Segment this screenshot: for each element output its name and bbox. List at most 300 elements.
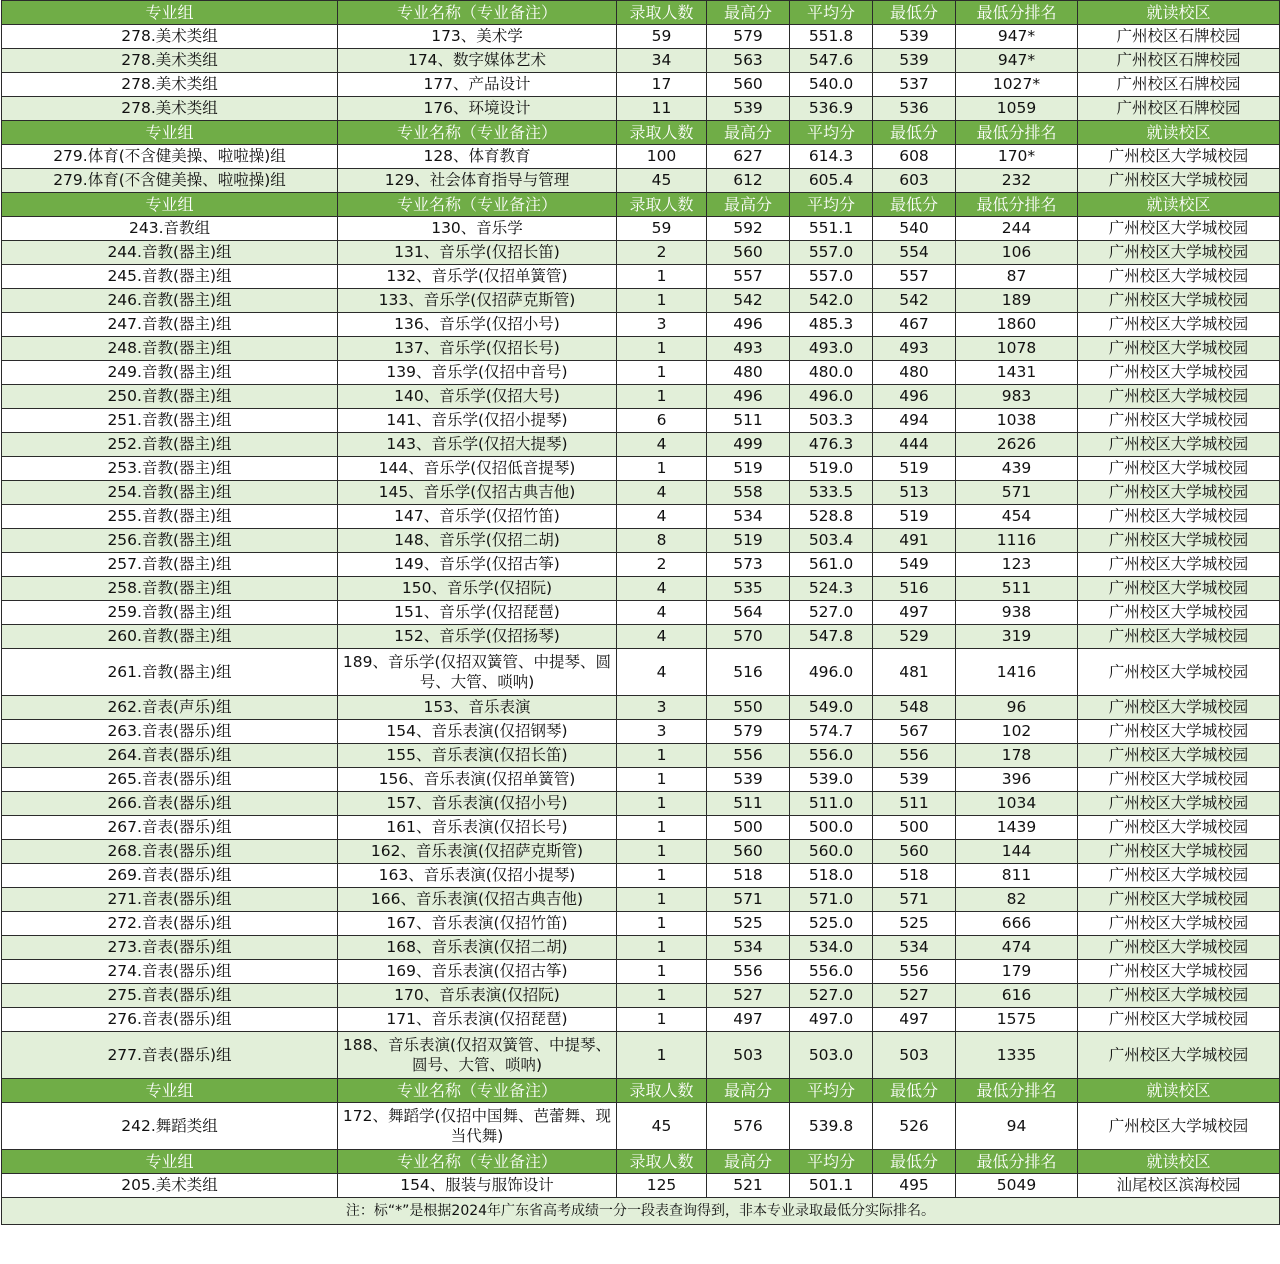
avg-score-cell: 485.3 (790, 313, 873, 337)
avg-score-cell: 540.0 (790, 73, 873, 97)
header-cell: 就读校区 (1078, 1, 1280, 25)
table-row (2, 792, 1280, 816)
min-score-cell: 444 (873, 433, 956, 457)
min-score-cell: 500 (873, 816, 956, 840)
avg-score-cell: 536.9 (790, 97, 873, 121)
group-cell: 260.音教(器主)组 (2, 625, 338, 649)
avg-score-cell: 561.0 (790, 553, 873, 577)
admitted-count-cell: 1 (617, 337, 707, 361)
avg-score-cell: 560.0 (790, 840, 873, 864)
admitted-count-cell: 1 (617, 265, 707, 289)
min-score-cell: 560 (873, 840, 956, 864)
min-score-cell: 534 (873, 936, 956, 960)
major-cell: 169、音乐表演(仅招古筝) (338, 960, 617, 984)
major-cell: 167、音乐表演(仅招竹笛) (338, 912, 617, 936)
campus-cell: 广州校区石牌校园 (1078, 97, 1280, 121)
header-cell: 最低分排名 (956, 121, 1078, 145)
min-score-cell: 494 (873, 409, 956, 433)
major-cell: 162、音乐表演(仅招萨克斯管) (338, 840, 617, 864)
min-rank-cell: 319 (956, 625, 1078, 649)
max-score-cell: 570 (707, 625, 790, 649)
max-score-cell: 592 (707, 217, 790, 241)
avg-score-cell: 518.0 (790, 864, 873, 888)
avg-score-cell: 574.7 (790, 720, 873, 744)
admitted-count-cell: 1 (617, 816, 707, 840)
max-score-cell: 511 (707, 792, 790, 816)
min-score-cell: 527 (873, 984, 956, 1008)
max-score-cell: 525 (707, 912, 790, 936)
min-score-cell: 493 (873, 337, 956, 361)
admitted-count-cell: 2 (617, 241, 707, 265)
admitted-count-cell: 4 (617, 481, 707, 505)
min-rank-cell: 94 (956, 1103, 1078, 1150)
max-score-cell: 576 (707, 1103, 790, 1150)
min-score-cell: 537 (873, 73, 956, 97)
max-score-cell: 542 (707, 289, 790, 313)
campus-cell: 广州校区大学城校园 (1078, 409, 1280, 433)
max-score-cell: 627 (707, 145, 790, 169)
min-score-cell: 525 (873, 912, 956, 936)
table-row (2, 960, 1280, 984)
min-score-cell: 519 (873, 457, 956, 481)
campus-cell: 广州校区大学城校园 (1078, 289, 1280, 313)
table-row (2, 601, 1280, 625)
group-cell: 264.音表(器乐)组 (2, 744, 338, 768)
min-score-cell: 539 (873, 49, 956, 73)
avg-score-cell: 551.1 (790, 217, 873, 241)
campus-cell: 广州校区大学城校园 (1078, 864, 1280, 888)
table-row (2, 217, 1280, 241)
group-cell: 254.音教(器主)组 (2, 481, 338, 505)
min-rank-cell: 474 (956, 936, 1078, 960)
campus-cell: 广州校区大学城校园 (1078, 696, 1280, 720)
min-rank-cell: 123 (956, 553, 1078, 577)
major-cell: 170、音乐表演(仅招阮) (338, 984, 617, 1008)
major-cell: 147、音乐学(仅招竹笛) (338, 505, 617, 529)
max-score-cell: 497 (707, 1008, 790, 1032)
admitted-count-cell: 1 (617, 744, 707, 768)
admitted-count-cell: 4 (617, 505, 707, 529)
min-rank-cell: 1059 (956, 97, 1078, 121)
campus-cell: 广州校区大学城校园 (1078, 888, 1280, 912)
max-score-cell: 480 (707, 361, 790, 385)
avg-score-cell: 503.3 (790, 409, 873, 433)
campus-cell: 广州校区大学城校园 (1078, 241, 1280, 265)
campus-cell: 广州校区石牌校园 (1078, 73, 1280, 97)
major-cell: 153、音乐表演 (338, 696, 617, 720)
header-cell: 最低分 (873, 1150, 956, 1174)
max-score-cell: 496 (707, 313, 790, 337)
header-cell: 录取人数 (617, 1150, 707, 1174)
major-cell: 131、音乐学(仅招长笛) (338, 241, 617, 265)
major-cell: 176、环境设计 (338, 97, 617, 121)
table-row (2, 145, 1280, 169)
group-cell: 271.音表(器乐)组 (2, 888, 338, 912)
header-cell: 录取人数 (617, 193, 707, 217)
table-row (2, 888, 1280, 912)
max-score-cell: 534 (707, 936, 790, 960)
group-cell: 259.音教(器主)组 (2, 601, 338, 625)
campus-cell: 广州校区大学城校园 (1078, 601, 1280, 625)
max-score-cell: 534 (707, 505, 790, 529)
campus-cell: 广州校区大学城校园 (1078, 936, 1280, 960)
group-cell: 278.美术类组 (2, 73, 338, 97)
group-cell: 279.体育(不含健美操、啦啦操)组 (2, 145, 338, 169)
min-rank-cell: 1431 (956, 361, 1078, 385)
group-cell: 255.音教(器主)组 (2, 505, 338, 529)
group-cell: 278.美术类组 (2, 97, 338, 121)
header-cell: 专业名称（专业备注） (338, 1150, 617, 1174)
admitted-count-cell: 1 (617, 289, 707, 313)
max-score-cell: 556 (707, 744, 790, 768)
min-rank-cell: 1027* (956, 73, 1078, 97)
major-cell: 174、数字媒体艺术 (338, 49, 617, 73)
table-row (2, 840, 1280, 864)
header-cell: 最低分 (873, 1079, 956, 1103)
major-cell: 152、音乐学(仅招扬琴) (338, 625, 617, 649)
table-row (2, 97, 1280, 121)
admitted-count-cell: 1 (617, 768, 707, 792)
min-score-cell: 491 (873, 529, 956, 553)
min-rank-cell: 87 (956, 265, 1078, 289)
max-score-cell: 519 (707, 529, 790, 553)
table-row (2, 649, 1280, 696)
campus-cell: 汕尾校区滨海校园 (1078, 1174, 1280, 1198)
max-score-cell: 579 (707, 720, 790, 744)
max-score-cell: 516 (707, 649, 790, 696)
table-row (2, 265, 1280, 289)
major-cell: 188、音乐表演(仅招双簧管、中提琴、圆号、大管、唢呐) (338, 1032, 617, 1079)
admitted-count-cell: 1 (617, 936, 707, 960)
header-row (2, 1, 1280, 25)
min-rank-cell: 439 (956, 457, 1078, 481)
header-cell: 就读校区 (1078, 193, 1280, 217)
min-score-cell: 481 (873, 649, 956, 696)
campus-cell: 广州校区大学城校园 (1078, 313, 1280, 337)
max-score-cell: 558 (707, 481, 790, 505)
avg-score-cell: 493.0 (790, 337, 873, 361)
header-cell: 平均分 (790, 121, 873, 145)
campus-cell: 广州校区大学城校园 (1078, 1008, 1280, 1032)
min-rank-cell: 1038 (956, 409, 1078, 433)
header-cell: 最低分 (873, 193, 956, 217)
max-score-cell: 535 (707, 577, 790, 601)
table-row (2, 864, 1280, 888)
min-score-cell: 480 (873, 361, 956, 385)
group-cell: 276.音表(器乐)组 (2, 1008, 338, 1032)
min-score-cell: 516 (873, 577, 956, 601)
min-score-cell: 496 (873, 385, 956, 409)
min-score-cell: 495 (873, 1174, 956, 1198)
min-score-cell: 603 (873, 169, 956, 193)
header-row (2, 193, 1280, 217)
admitted-count-cell: 45 (617, 169, 707, 193)
major-cell: 168、音乐表演(仅招二胡) (338, 936, 617, 960)
min-rank-cell: 232 (956, 169, 1078, 193)
header-cell: 专业组 (2, 1079, 338, 1103)
table-row (2, 1103, 1280, 1150)
campus-cell: 广州校区大学城校园 (1078, 984, 1280, 1008)
header-cell: 就读校区 (1078, 1150, 1280, 1174)
admitted-count-cell: 1 (617, 792, 707, 816)
avg-score-cell: 527.0 (790, 601, 873, 625)
header-cell: 就读校区 (1078, 1079, 1280, 1103)
max-score-cell: 493 (707, 337, 790, 361)
major-cell: 173、美术学 (338, 25, 617, 49)
admitted-count-cell: 1 (617, 984, 707, 1008)
min-rank-cell: 106 (956, 241, 1078, 265)
major-cell: 149、音乐学(仅招古筝) (338, 553, 617, 577)
avg-score-cell: 556.0 (790, 744, 873, 768)
avg-score-cell: 511.0 (790, 792, 873, 816)
group-cell: 275.音表(器乐)组 (2, 984, 338, 1008)
major-cell: 141、音乐学(仅招小提琴) (338, 409, 617, 433)
min-score-cell: 518 (873, 864, 956, 888)
admitted-count-cell: 1 (617, 1008, 707, 1032)
avg-score-cell: 551.8 (790, 25, 873, 49)
avg-score-cell: 476.3 (790, 433, 873, 457)
table-row (2, 696, 1280, 720)
header-cell: 最低分排名 (956, 1, 1078, 25)
header-cell: 最低分排名 (956, 1150, 1078, 1174)
group-cell: 262.音表(声乐)组 (2, 696, 338, 720)
header-cell: 专业组 (2, 121, 338, 145)
max-score-cell: 573 (707, 553, 790, 577)
avg-score-cell: 556.0 (790, 960, 873, 984)
major-cell: 155、音乐表演(仅招长笛) (338, 744, 617, 768)
min-score-cell: 557 (873, 265, 956, 289)
footnote-text: 注：标“*”是根据2024年广东省高考成绩一分一段表查询得到，非本专业录取最低分实际排名。 (2, 1198, 1280, 1225)
min-rank-cell: 244 (956, 217, 1078, 241)
major-cell: 137、音乐学(仅招长号) (338, 337, 617, 361)
avg-score-cell: 503.0 (790, 1032, 873, 1079)
min-rank-cell: 947* (956, 25, 1078, 49)
major-cell: 163、音乐表演(仅招小提琴) (338, 864, 617, 888)
group-cell: 274.音表(器乐)组 (2, 960, 338, 984)
table-row (2, 25, 1280, 49)
min-score-cell: 542 (873, 289, 956, 313)
major-cell: 166、音乐表演(仅招古典吉他) (338, 888, 617, 912)
campus-cell: 广州校区大学城校园 (1078, 265, 1280, 289)
table-row (2, 49, 1280, 73)
header-cell: 最低分 (873, 121, 956, 145)
table-row (2, 73, 1280, 97)
min-score-cell: 548 (873, 696, 956, 720)
min-rank-cell: 1860 (956, 313, 1078, 337)
campus-cell: 广州校区大学城校园 (1078, 1032, 1280, 1079)
campus-cell: 广州校区大学城校园 (1078, 720, 1280, 744)
admitted-count-cell: 3 (617, 696, 707, 720)
avg-score-cell: 557.0 (790, 265, 873, 289)
table-row (2, 169, 1280, 193)
min-rank-cell: 1335 (956, 1032, 1078, 1079)
admitted-count-cell: 3 (617, 313, 707, 337)
table-row (2, 625, 1280, 649)
admitted-count-cell: 1 (617, 385, 707, 409)
header-cell: 平均分 (790, 193, 873, 217)
group-cell: 250.音教(器主)组 (2, 385, 338, 409)
table-row (2, 768, 1280, 792)
max-score-cell: 518 (707, 864, 790, 888)
major-cell: 189、音乐学(仅招双簧管、中提琴、圆号、大管、唢呐) (338, 649, 617, 696)
group-cell: 242.舞蹈类组 (2, 1103, 338, 1150)
min-score-cell: 567 (873, 720, 956, 744)
avg-score-cell: 547.8 (790, 625, 873, 649)
min-rank-cell: 96 (956, 696, 1078, 720)
min-score-cell: 526 (873, 1103, 956, 1150)
min-rank-cell: 511 (956, 577, 1078, 601)
max-score-cell: 612 (707, 169, 790, 193)
header-cell: 专业名称（专业备注） (338, 1079, 617, 1103)
header-cell: 最高分 (707, 1150, 790, 1174)
min-score-cell: 519 (873, 505, 956, 529)
max-score-cell: 511 (707, 409, 790, 433)
header-cell: 就读校区 (1078, 121, 1280, 145)
avg-score-cell: 605.4 (790, 169, 873, 193)
admitted-count-cell: 1 (617, 361, 707, 385)
group-cell: 267.音表(器乐)组 (2, 816, 338, 840)
avg-score-cell: 496.0 (790, 649, 873, 696)
major-cell: 140、音乐学(仅招大号) (338, 385, 617, 409)
max-score-cell: 571 (707, 888, 790, 912)
min-rank-cell: 1078 (956, 337, 1078, 361)
major-cell: 154、音乐表演(仅招钢琴) (338, 720, 617, 744)
max-score-cell: 539 (707, 97, 790, 121)
table-row (2, 241, 1280, 265)
max-score-cell: 560 (707, 73, 790, 97)
min-rank-cell: 983 (956, 385, 1078, 409)
min-score-cell: 539 (873, 768, 956, 792)
min-score-cell: 536 (873, 97, 956, 121)
campus-cell: 广州校区大学城校园 (1078, 457, 1280, 481)
group-cell: 277.音表(器乐)组 (2, 1032, 338, 1079)
min-score-cell: 554 (873, 241, 956, 265)
admitted-count-cell: 1 (617, 960, 707, 984)
min-score-cell: 511 (873, 792, 956, 816)
min-rank-cell: 170* (956, 145, 1078, 169)
major-cell: 136、音乐学(仅招小号) (338, 313, 617, 337)
min-score-cell: 539 (873, 25, 956, 49)
max-score-cell: 499 (707, 433, 790, 457)
admitted-count-cell: 45 (617, 1103, 707, 1150)
group-cell: 256.音教(器主)组 (2, 529, 338, 553)
major-cell: 139、音乐学(仅招中音号) (338, 361, 617, 385)
header-cell: 录取人数 (617, 1, 707, 25)
min-rank-cell: 189 (956, 289, 1078, 313)
group-cell: 251.音教(器主)组 (2, 409, 338, 433)
campus-cell: 广州校区大学城校园 (1078, 553, 1280, 577)
min-score-cell: 513 (873, 481, 956, 505)
avg-score-cell: 542.0 (790, 289, 873, 313)
admitted-count-cell: 1 (617, 840, 707, 864)
avg-score-cell: 527.0 (790, 984, 873, 1008)
group-cell: 278.美术类组 (2, 25, 338, 49)
major-cell: 161、音乐表演(仅招长号) (338, 816, 617, 840)
admitted-count-cell: 3 (617, 720, 707, 744)
avg-score-cell: 614.3 (790, 145, 873, 169)
avg-score-cell: 533.5 (790, 481, 873, 505)
avg-score-cell: 547.6 (790, 49, 873, 73)
campus-cell: 广州校区大学城校园 (1078, 960, 1280, 984)
header-cell: 平均分 (790, 1150, 873, 1174)
table-row (2, 984, 1280, 1008)
campus-cell: 广州校区大学城校园 (1078, 337, 1280, 361)
campus-cell: 广州校区大学城校园 (1078, 217, 1280, 241)
max-score-cell: 503 (707, 1032, 790, 1079)
min-rank-cell: 454 (956, 505, 1078, 529)
group-cell: 205.美术类组 (2, 1174, 338, 1198)
min-rank-cell: 938 (956, 601, 1078, 625)
min-rank-cell: 1034 (956, 792, 1078, 816)
table-row (2, 1032, 1280, 1079)
min-score-cell: 556 (873, 960, 956, 984)
admitted-count-cell: 1 (617, 457, 707, 481)
table-row (2, 1008, 1280, 1032)
table-row (2, 505, 1280, 529)
group-cell: 279.体育(不含健美操、啦啦操)组 (2, 169, 338, 193)
group-cell: 246.音教(器主)组 (2, 289, 338, 313)
group-cell: 266.音表(器乐)组 (2, 792, 338, 816)
major-cell: 143、音乐学(仅招大提琴) (338, 433, 617, 457)
min-score-cell: 540 (873, 217, 956, 241)
min-rank-cell: 1416 (956, 649, 1078, 696)
min-rank-cell: 179 (956, 960, 1078, 984)
campus-cell: 广州校区石牌校园 (1078, 49, 1280, 73)
header-cell: 专业名称（专业备注） (338, 121, 617, 145)
admitted-count-cell: 1 (617, 888, 707, 912)
min-score-cell: 497 (873, 1008, 956, 1032)
header-cell: 专业名称（专业备注） (338, 1, 617, 25)
campus-cell: 广州校区大学城校园 (1078, 385, 1280, 409)
header-cell: 最高分 (707, 1079, 790, 1103)
min-rank-cell: 1575 (956, 1008, 1078, 1032)
group-cell: 257.音教(器主)组 (2, 553, 338, 577)
table-row (2, 409, 1280, 433)
min-score-cell: 497 (873, 601, 956, 625)
admitted-count-cell: 11 (617, 97, 707, 121)
avg-score-cell: 539.0 (790, 768, 873, 792)
campus-cell: 广州校区大学城校园 (1078, 145, 1280, 169)
major-cell: 129、社会体育指导与管理 (338, 169, 617, 193)
campus-cell: 广州校区大学城校园 (1078, 1103, 1280, 1150)
admitted-count-cell: 59 (617, 217, 707, 241)
min-score-cell: 503 (873, 1032, 956, 1079)
max-score-cell: 563 (707, 49, 790, 73)
header-cell: 最低分排名 (956, 193, 1078, 217)
admitted-count-cell: 4 (617, 433, 707, 457)
header-cell: 最高分 (707, 193, 790, 217)
group-cell: 278.美术类组 (2, 49, 338, 73)
table-row (2, 577, 1280, 601)
group-cell: 252.音教(器主)组 (2, 433, 338, 457)
table-row (2, 720, 1280, 744)
table-row (2, 744, 1280, 768)
major-cell: 148、音乐学(仅招二胡) (338, 529, 617, 553)
major-cell: 157、音乐表演(仅招小号) (338, 792, 617, 816)
group-cell: 248.音教(器主)组 (2, 337, 338, 361)
admitted-count-cell: 4 (617, 601, 707, 625)
header-cell: 平均分 (790, 1, 873, 25)
table-row (2, 912, 1280, 936)
major-cell: 150、音乐学(仅招阮) (338, 577, 617, 601)
avg-score-cell: 503.4 (790, 529, 873, 553)
campus-cell: 广州校区大学城校园 (1078, 816, 1280, 840)
footnote-row (2, 1198, 1280, 1225)
max-score-cell: 521 (707, 1174, 790, 1198)
campus-cell: 广州校区石牌校园 (1078, 25, 1280, 49)
header-row (2, 121, 1280, 145)
min-rank-cell: 144 (956, 840, 1078, 864)
